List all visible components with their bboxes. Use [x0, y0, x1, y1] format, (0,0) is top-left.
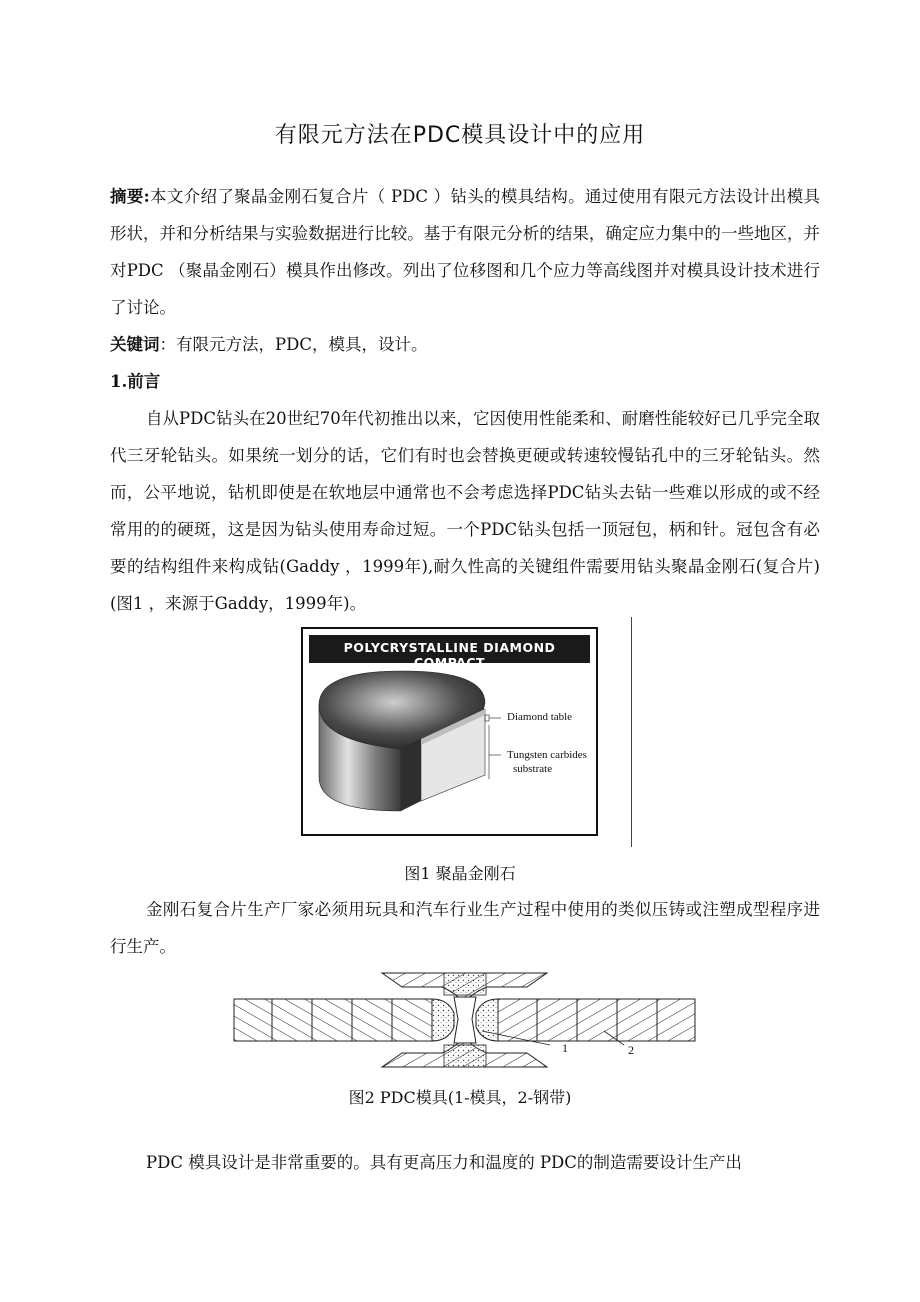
mold-label-2: 2: [628, 1043, 634, 1057]
figure-header-text: POLYCRYSTALLINE DIAMOND COMPACT: [343, 640, 556, 670]
keywords-line: [110, 326, 820, 363]
design-paragraph: PDC 模具设计是非常重要的。具有更高压力和温度的 PDC的制造需要设计生产出: [146, 1153, 742, 1172]
keywords-label: 关键词: [110, 335, 160, 354]
abstract-text: 本文介绍了聚晶金刚石复合片（ PDC ）钻头的模具结构。通过使用有限元方法设计出模具形状，并和分析结果与实验数据进行比较。基于有限元分析的结果，确定应力集中的一些地区，并对PDC （聚晶金刚石）模具作出修改。列出了位移图和几个应力等高线图并对模具设计技术进行了讨论。: [110, 187, 821, 317]
abstract-paragraph: [110, 178, 820, 326]
figure1-caption: 图1 聚晶金刚石: [404, 864, 516, 883]
page-title: 有限元方法在PDC模具设计中的应用: [274, 123, 646, 148]
figure-pdc-mold-diagram: [232, 969, 697, 1071]
mold-label-1: 1: [562, 1041, 568, 1055]
label-diamond-table: Diamond table: [507, 711, 573, 723]
manufacturing-paragraph: 金刚石复合片生产厂家必须用玩具和汽车行业生产过程中使用的类似压铸或注塑成型程序进行生产。: [110, 900, 820, 956]
figure-pdc-diagram: [301, 627, 598, 836]
figure2-caption: 图2 PDC模具(1-模具，2-钢带): [348, 1088, 572, 1107]
margin-divider-line: [631, 617, 632, 847]
section-heading: 1.前言: [110, 372, 161, 391]
intro-paragraph: 自从PDC钻头在20世纪70年代初推出以来，它因使用性能柔和、耐磨性能较好已几乎完全取代三牙轮钻头。如果统一划分的话，它们有时也会替换更硬或转速较慢钻孔中的三牙轮钻头。然而，公平地说，钻机即使是在软地层中通常也不会考虑选择PDC钻头去钻一些难以形成的或不经常用的的硬斑，这是因为钻头使用寿命过短。一个PDC钻头包括一顶冠包，柄和针。冠包含有必要的结构组件来构成钻(Gaddy ，1999年),耐久性高的关键组件需要用钻头聚晶金刚石(复合片)(图1 ，来源于Gaddy，1999年)。: [110, 409, 820, 613]
pdc-cylinder-illustration: [303, 629, 598, 836]
abstract-label: 摘要:: [110, 187, 150, 206]
label-tungsten-carbides: Tungsten carbides: [507, 749, 587, 761]
label-substrate: substrate: [513, 763, 553, 775]
keywords-text: ：有限元方法，PDC，模具，设计。: [159, 335, 428, 354]
